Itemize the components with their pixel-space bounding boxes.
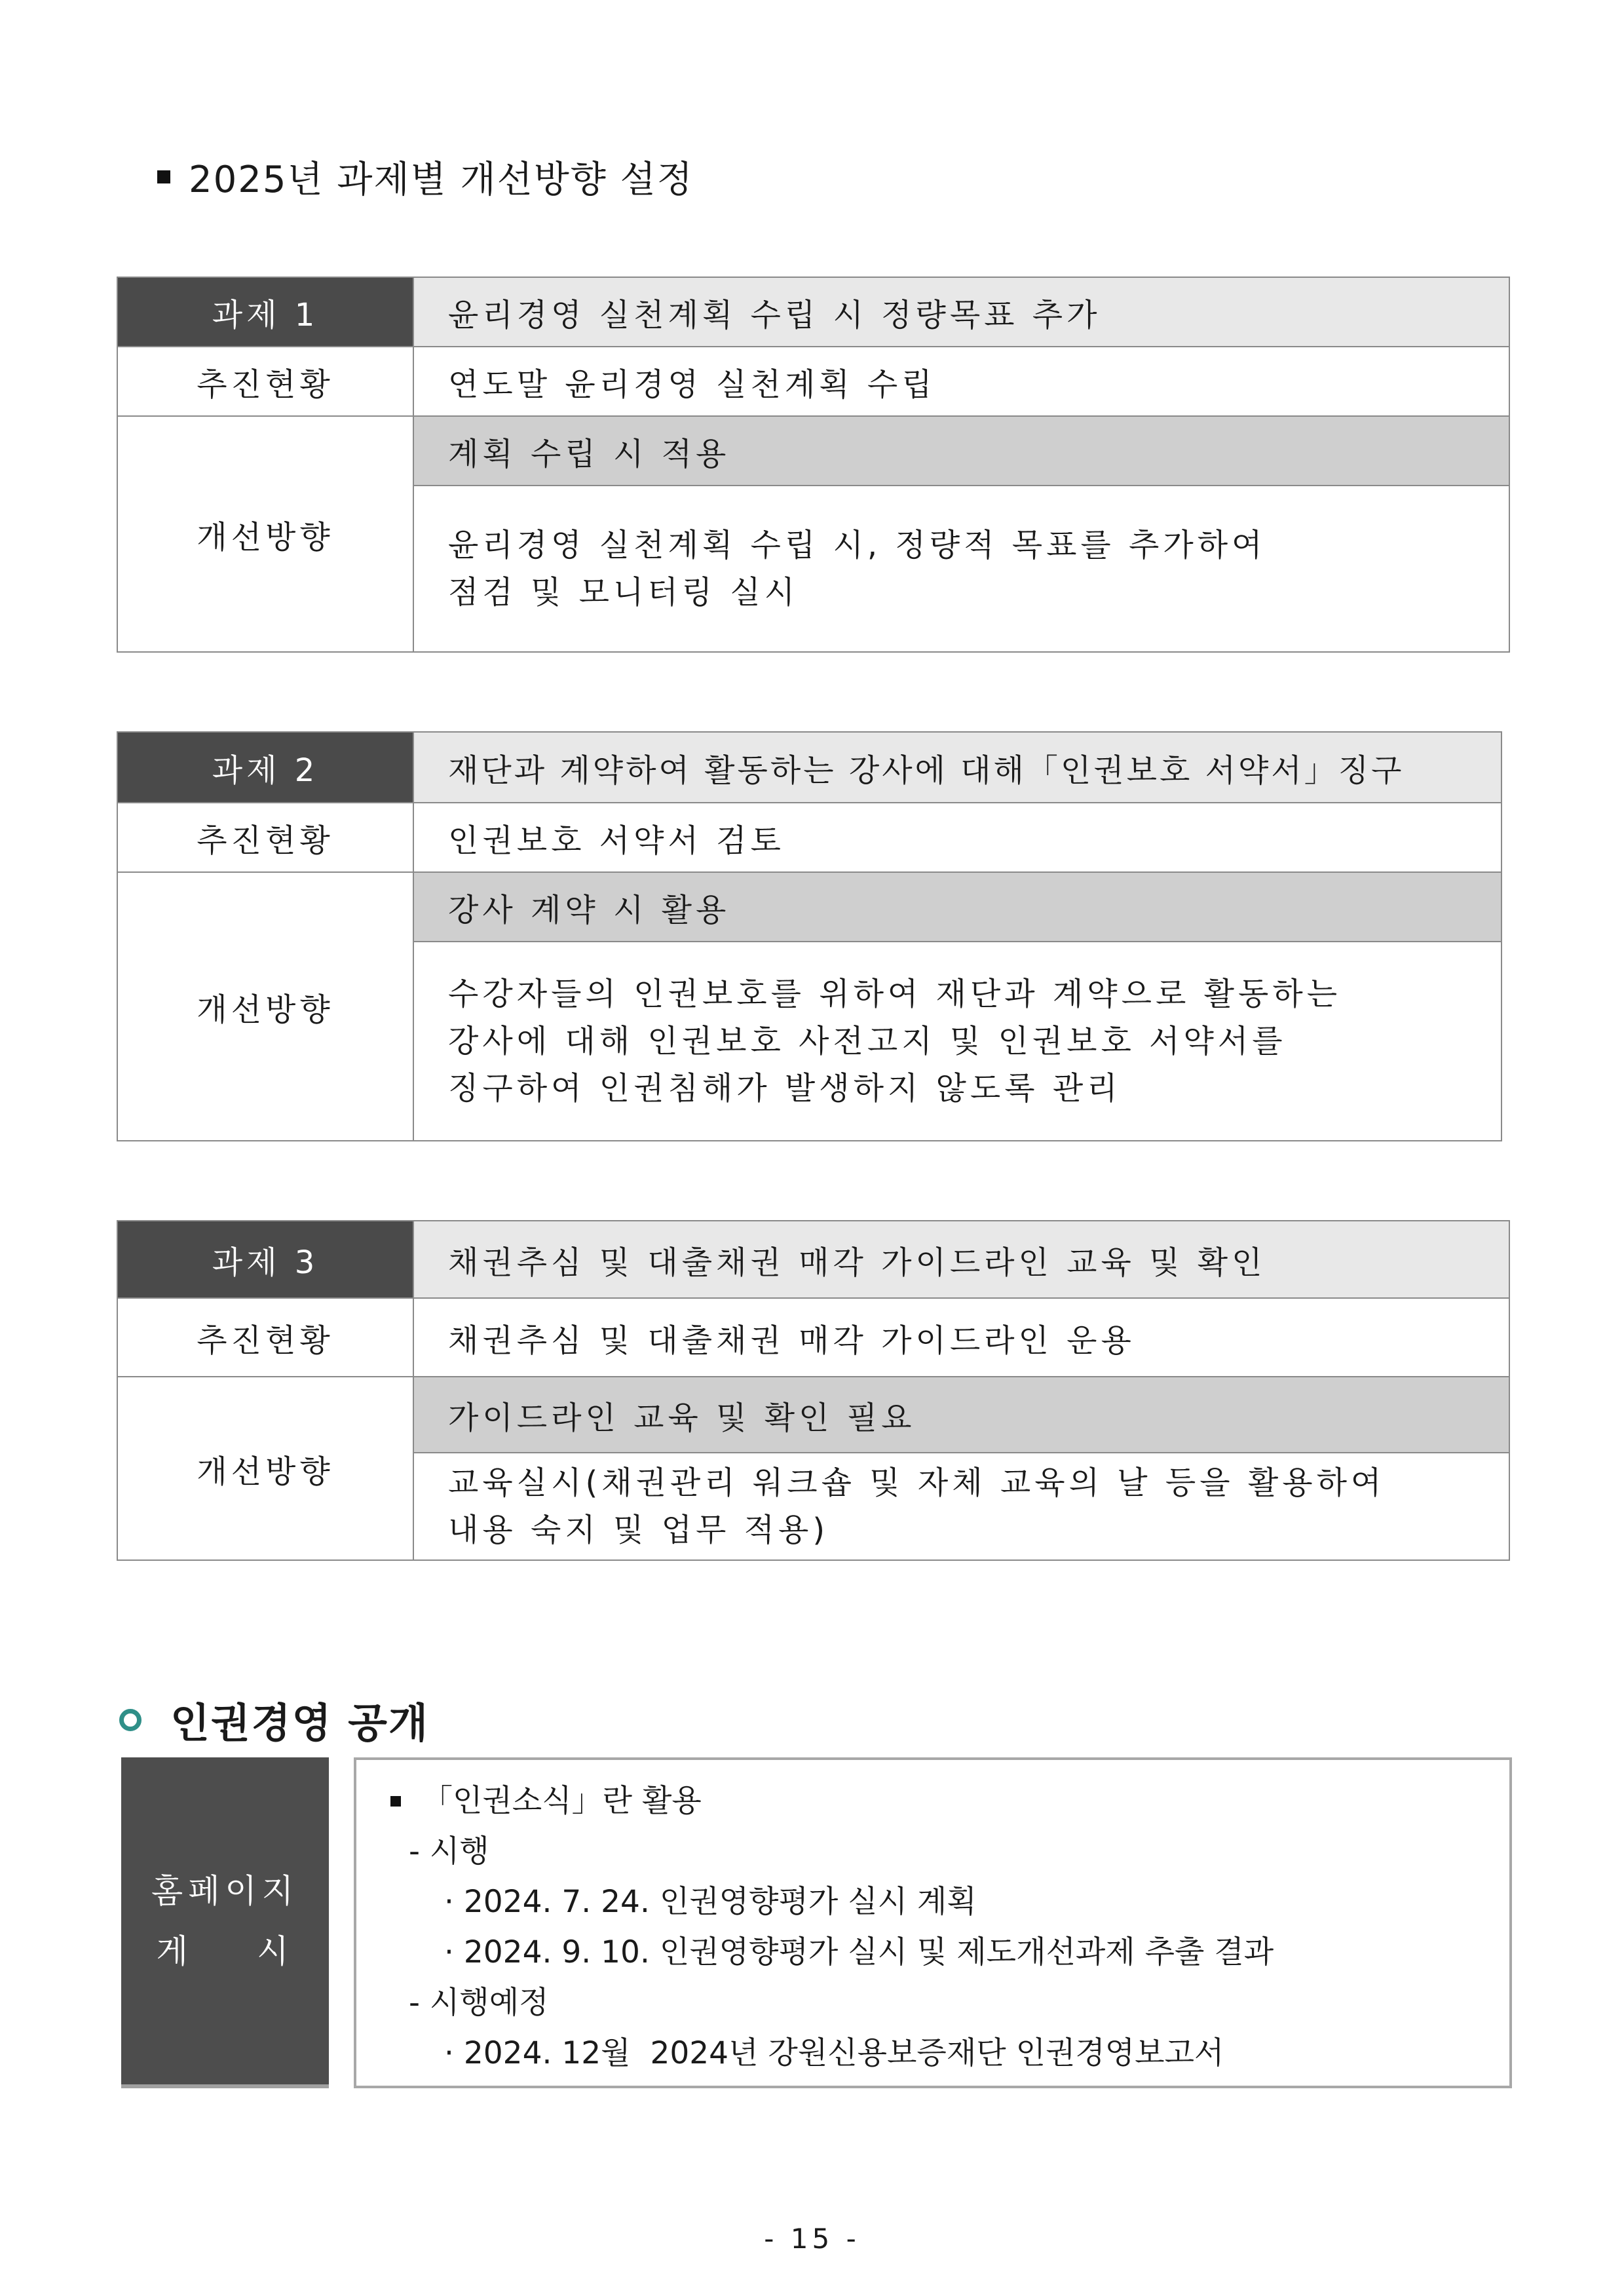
status-text: 연도말 윤리경영 실천계획 수립: [413, 347, 1509, 416]
task-label: 과제 3: [117, 1221, 413, 1298]
status-text: 인권보호 서약서 검토: [413, 803, 1501, 872]
list-item: · 2024. 9. 10. 인권영향평가 실시 및 제도개선과제 추출 결과: [444, 1934, 1274, 1970]
direction-head: 강사 계약 시 활용: [413, 872, 1501, 942]
rights-content-box: [354, 1757, 1512, 2088]
rights-heading-text: 인권경영 공개: [170, 1699, 429, 1747]
direction-line: 윤리경영 실천계획 수립 시, 정량적 목표를 추가하여: [448, 527, 1266, 564]
section-heading: [157, 151, 694, 203]
section-heading-text: 2025년 과제별 개선방향 설정: [189, 159, 694, 201]
sub-heading: - 시행: [409, 1833, 489, 1869]
list-item: · 2024. 7. 24. 인권영향평가 실시 계획: [444, 1884, 977, 1920]
status-label: 추진현황: [117, 1298, 413, 1377]
direction-line: 내용 숙지 및 업무 적용): [448, 1512, 829, 1548]
task-table-1: [117, 277, 1510, 653]
task-title: 윤리경영 실천계획 수립 시 정량목표 추가: [413, 277, 1509, 347]
direction-line: 징구하여 인권침해가 발생하지 않도록 관리: [448, 1070, 1122, 1107]
page-number: - 15 -: [764, 2223, 860, 2255]
task-label: 과제 2: [117, 732, 413, 803]
task-table-3: [117, 1220, 1510, 1561]
status-label: 추진현황: [117, 347, 413, 416]
task-title: 채권추심 및 대출채권 매각 가이드라인 교육 및 확인: [413, 1221, 1509, 1298]
direction-label: 개선방향: [117, 872, 413, 1141]
list-item: · 2024. 12월 2024년 강원신용보증재단 인권경영보고서: [444, 2035, 1224, 2071]
direction-label: 개선방향: [117, 416, 413, 652]
direction-body: [413, 486, 1509, 652]
rights-heading: [119, 1691, 429, 1749]
direction-line: 교육실시(채권관리 워크숍 및 자체 교육의 날 등을 활용하여: [448, 1464, 1386, 1501]
post-label-char-2: 시: [257, 1932, 294, 1970]
task-label: 과제 1: [117, 277, 413, 347]
direction-head: 계획 수립 시 적용: [413, 416, 1509, 486]
homepage-label: 홈페이지: [151, 1871, 299, 1910]
task-table-2: [117, 731, 1502, 1141]
direction-body: [413, 942, 1501, 1141]
status-text: 채권추심 및 대출채권 매각 가이드라인 운용: [413, 1298, 1509, 1377]
direction-line: 점검 및 모니터링 실시: [448, 574, 799, 611]
status-label: 추진현황: [117, 803, 413, 872]
direction-head: 가이드라인 교육 및 확인 필요: [413, 1377, 1509, 1453]
direction-line: 강사에 대해 인권보호 사전고지 및 인권보호 서약서를: [448, 1023, 1287, 1060]
square-bullet-icon: [390, 1796, 401, 1807]
homepage-label-box: [121, 1757, 329, 2088]
sub-heading: - 시행예정: [409, 1985, 549, 2021]
direction-body: [413, 1453, 1509, 1560]
post-label: [157, 1921, 294, 1981]
circle-bullet-icon: [119, 1709, 142, 1731]
direction-line: 수강자들의 인권보호를 위하여 재단과 계약으로 활동하는: [448, 976, 1342, 1012]
task-title: 재단과 계약하여 활동하는 강사에 대해「인권보호 서약서」징구: [413, 732, 1501, 803]
direction-label: 개선방향: [117, 1377, 413, 1560]
rights-item-title: [390, 1776, 1509, 1826]
post-label-char-1: 게: [156, 1932, 193, 1970]
rights-item-title-text: 「인권소식」란 활용: [422, 1783, 702, 1819]
square-bullet-icon: [157, 170, 170, 183]
